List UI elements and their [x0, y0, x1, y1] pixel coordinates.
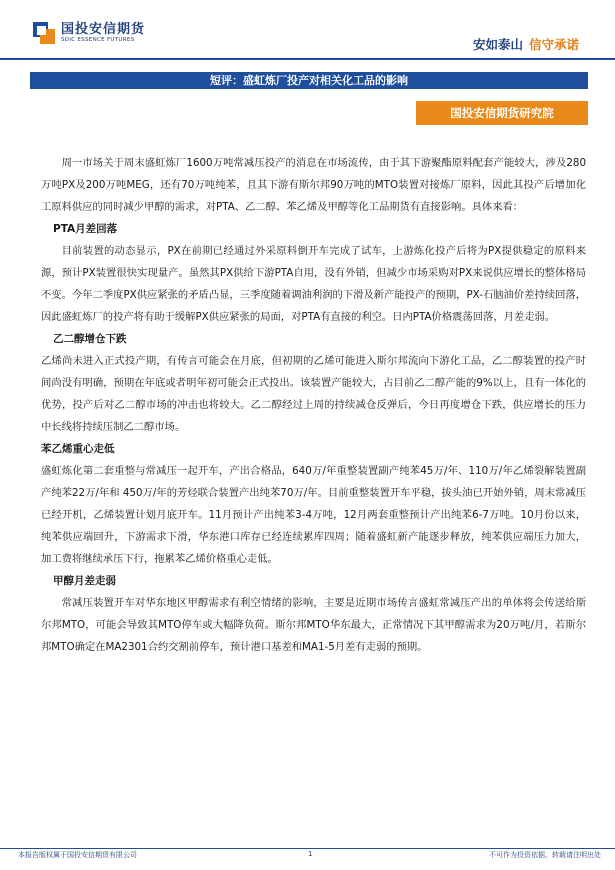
section-text-styrene: 盛虹炼化第二套重整与常减压一起开车，产出合格品，640万/年重整装置副产纯苯45万/年、110万/年乙烯裂解装置副产纯苯22万/年和 450万/年的芳烃联合装置产出纯苯70万/年。目前重整装置开车平稳，拔头油已开始外销，周末常减压已经开机，乙烯装置计划月底开车。11月预计产出纯苯3-4万吨，12月两套重整预计产出纯苯6-7万吨。10月份以来，纯苯供应端回升，下游需求下滑，华东港口库存已经连续累库四周；随着盛虹新产能逐步释放，纯苯供应端压力加大，加工费将继续承压下行，拖累苯乙烯价格重心走低。	[41, 465, 586, 565]
footer-disclaimer: 不可作为投资依据，转载请注明出处	[489, 851, 601, 859]
footer-divider	[0, 848, 615, 849]
footer-page-number: 1	[308, 850, 313, 858]
section-heading-styrene: 苯乙烯重心走低	[41, 443, 115, 455]
logo-mark-icon	[33, 22, 55, 44]
footer-copyright: 本报告版权属于国投安信期货有限公司	[18, 851, 137, 859]
company-logo	[33, 22, 145, 44]
section-heading-pta: PTA月差回落	[53, 223, 118, 235]
slogan-part-2: 信守承诺	[528, 37, 579, 52]
header-divider	[0, 58, 615, 60]
page-header	[0, 0, 615, 62]
section-text-methanol: 常减压装置开车对华东地区甲醇需求有利空情绪的影响，主要是近期市场传言盛虹常减压产出的单体将会传送给斯尔邦MTO，可能会导致其MTO停车或大幅降负荷。斯尔邦MTO华东最大，正常情况下其甲醇需求为20万吨/月，若斯尔邦MTO确定在MA2301合约交割前停车，预计港口基差和MA1-5月差有走弱的预期。	[41, 597, 586, 653]
section-text-meg: 乙烯尚未进入正式投产期，有传言可能会在月底，但初期的乙烯可能进入斯尔邦流向下游化工品，乙二醇装置的投产时间尚没有明确，预期在年底或者明年初可能会正式投出。该装置产能较大，占目前乙二醇产能的9%以上，且有一体化的优势，投产后对乙二醇市场的冲击也将较大。乙二醇经过上周的持续减仓反弹后，今日再度增仓下跌，供应增长的压力中长线将持续压制乙二醇市场。	[41, 355, 586, 433]
section-heading-meg: 乙二醇增仓下跌	[53, 333, 127, 345]
section-heading-methanol: 甲醇月差走弱	[53, 575, 116, 587]
research-institute-badge: 国投安信期货研究院	[416, 101, 588, 125]
logo-chinese-name: 国投安信期货	[61, 21, 146, 37]
header-slogan	[473, 35, 579, 53]
intro-paragraph: 周一市场关于周末盛虹炼厂1600万吨常减压投产的消息在市场流传，由于其下游聚酯原料配套产能较大，涉及280万吨PX及200万吨MEG，还有70万吨纯苯，且其下游有斯尔邦90万吨的MTO装置对接炼厂原料，因此其投产后增加化工原料供应的同时减少甲醇的需求，对PTA、乙二醇、苯乙烯及甲醇等化工品期货有直接影响。具体来看：	[41, 157, 586, 213]
report-body	[41, 152, 586, 658]
logo-english-name: SDIC ESSENCE FUTURES	[61, 36, 135, 43]
section-text-pta: 目前装置的动态显示，PX在前期已经通过外采原料倒开车完成了试车，上游炼化投产后将为PX提供稳定的原料来源，预计PX装置很快实现量产。虽然其PX供给下游PTA自用，没有外销，但减少市场采购对PX来说供应增长的整体格局不变。今年二季度PX供应紧张的矛盾凸显，三季度随着调油利润的下滑及新产能投产的预期，PX-石脑油价差持续回落，因此盛虹炼厂的投产将有助于缓解PX供应紧张的局面，对PTA有直接的利空。日内PTA价格震荡回落，月差走弱。	[41, 245, 586, 323]
slogan-part-1: 安如泰山	[472, 37, 523, 52]
report-title: 短评：盛虹炼厂投产对相关化工品的影响	[30, 72, 588, 89]
